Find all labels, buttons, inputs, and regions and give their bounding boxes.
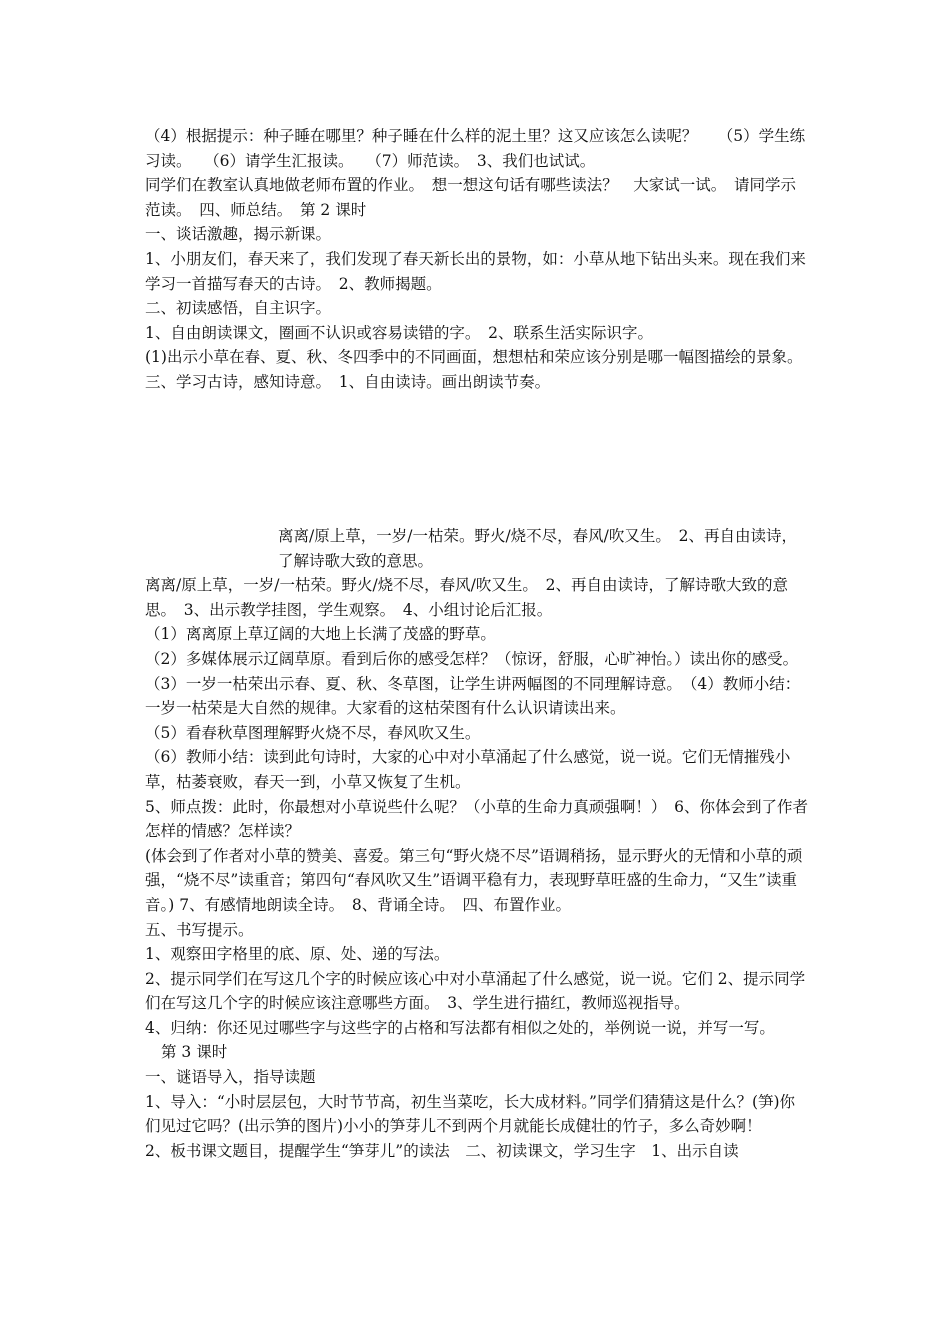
paragraph: （1）离离原上草辽阔的大地上长满了茂盛的野草。: [145, 625, 496, 644]
paragraph: 同学们在教室认真地做老师布置的作业。 想一想这句话有哪些读法？ 大家试一试。 请同学示范读。 四、师总结。 第 2 课时: [145, 176, 797, 219]
text-block-lesson-1-end: [145, 124, 810, 395]
section-heading: 二、初读感悟，自主识字。: [145, 299, 332, 318]
paragraph: 5、师点拨：此时，你最想对小草说些什么呢？（小草的生命力真顽强啊！） 6、你体会到了作者怎样的情感？怎样读？: [145, 797, 808, 841]
section-heading: 五、书写提示。: [145, 920, 254, 939]
paragraph: （5）看春秋草图理解野火烧不尽，春风吹又生。: [145, 723, 481, 742]
section-heading: 一、谜语导入，指导读题: [145, 1068, 316, 1087]
paragraph: 1、自由朗读课文，圈画不认识或容易读错的字。 2、联系生活实际识字。: [145, 323, 653, 342]
paragraph: （3）一岁一枯荣出示春、夏、秋、冬草图，让学生讲两幅图的不同理解诗意。 （4）教师小结：一岁一枯荣是大自然的规律。大家看的这枯荣图有什么认识请读出来。: [145, 674, 801, 718]
paragraph: 1、导入：“小时层层包，大时节节高，初生当菜吃，长大成材料。”同学们猜猜这是什么？(笋)你们见过它吗？(出示笋的图片)小小的笋芽儿不到两个月就能长成健壮的竹子，多么奇妙啊！: [145, 1092, 796, 1136]
lesson-title: 第 3 课时: [161, 1043, 228, 1062]
section-heading: 三、学习古诗，感知诗意。 1、自由读诗。画出朗读节奏。: [145, 372, 551, 391]
section-heading: 一、谈话激趣，揭示新课。: [145, 225, 332, 244]
paragraph: 4、归纳：你还见过哪些字与这些字的占格和写法都有相似之处的，举例说一说，并写一写。: [145, 1018, 775, 1037]
paragraph: （6）教师小结：读到此句诗时，大家的心中对小草涌起了什么感觉，说一说。它们无情摧残小草，枯萎衰败，春天一到，小草又恢复了生机。: [145, 748, 791, 791]
text-block-poem-study: [145, 524, 810, 1163]
paragraph: （2）多媒体展示辽阔草原。看到后你的感受怎样？（惊讶，舒服，心旷神怡。）读出你的感受。: [145, 649, 799, 668]
paragraph: (体会到了作者对小草的赞美、喜爱。第三句“野火烧不尽”语调稍扬，显示野火的无情和小草的顽强，“烧不尽”读重音；第四句“春风吹又生”语调平稳有力，表现野草旺盛的生命力，“又生”读重音。) 7、有感情地朗读全诗。 8、背诵全诗。 四、布置作业。: [145, 846, 803, 914]
paragraph: (1)出示小草在春、夏、秋、冬四季中的不同画面，想想枯和荣应该分别是哪一幅图描绘的景象。: [145, 348, 803, 367]
paragraph: 2、板书课文题目，提醒学生“笋芽儿”的读法 二、初读课文，学习生字 1、出示自读: [145, 1141, 739, 1160]
poem-line: 离离/原上草，一岁/一枯荣。野火/烧不尽，春风/吹又生。 2、再自由读诗，了解诗歌大致的意思。: [278, 527, 798, 570]
paragraph: 1、小朋友们，春天来了，我们发现了春天新长出的景物，如：小草从地下钻出头来。现在我们来学习一首描写春天的古诗。 2、教师揭题。: [145, 249, 806, 293]
paragraph: 2、提示同学们在写这几个字的时候应该心中对小草涌起了什么感觉，说一说。它们 2、提示同学们在写这几个字的时候应该注意哪些方面。 3、学生进行描红，教师巡视指导。: [145, 969, 806, 1013]
paragraph: 离离/原上草，一岁/一枯荣。野火/烧不尽，春风/吹又生。 2、再自由读诗，了解诗歌大致的意思。 3、出示教学挂图，学生观察。 4、小组讨论后汇报。: [145, 576, 789, 619]
paragraph: 1、观察田字格里的底、原、处、递的写法。: [145, 945, 450, 964]
paragraph: （4）根据提示：种子睡在哪里？种子睡在什么样的泥土里？这又应该怎么读呢？ （5）学生练习读。 （6）请学生汇报读。 （7）师范读。 3、我们也试试。: [145, 127, 806, 170]
